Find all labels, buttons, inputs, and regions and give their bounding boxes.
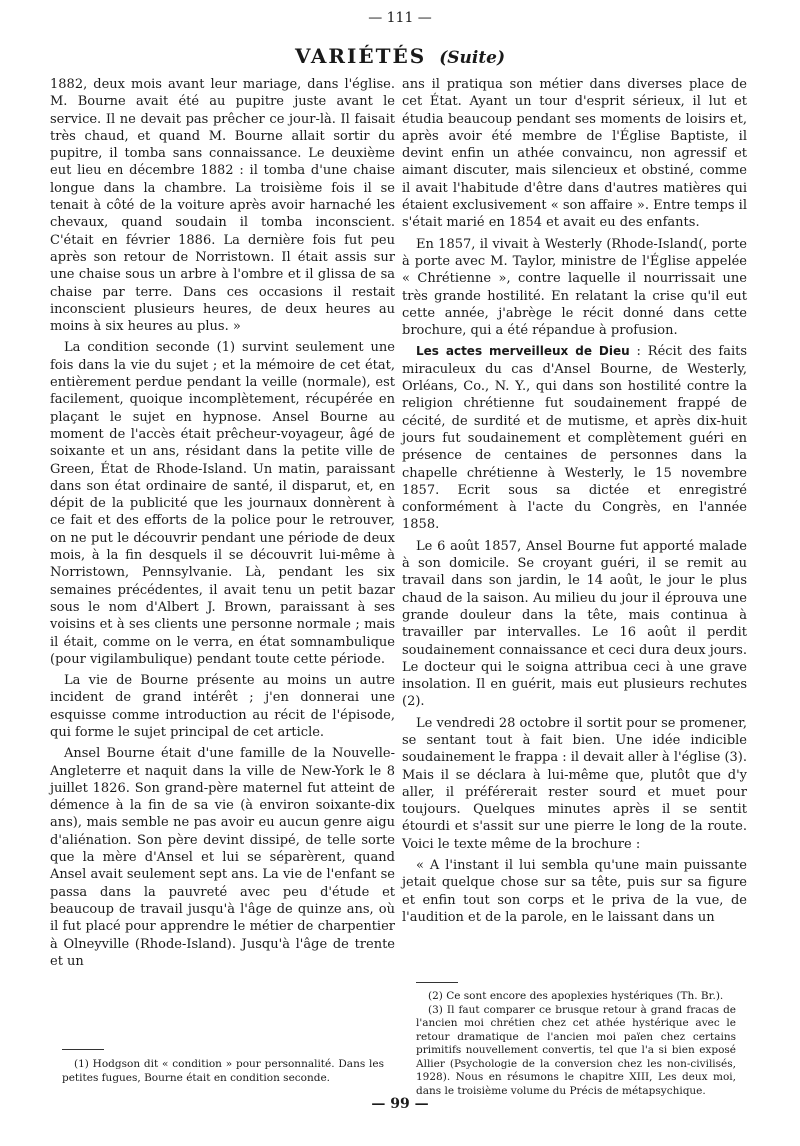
page-title — [0, 44, 800, 68]
footnote: (1) Hodgson dit « condition » pour personnalité. Dans les petites fugues, Bourne était en condition seconde. — [62, 1058, 384, 1084]
footnotes-left — [62, 1058, 384, 1085]
title-suffix: (Suite) — [439, 48, 506, 68]
left-column — [50, 76, 395, 970]
left-paragraph: La condition seconde (1) survint seulement une fois dans la vie du sujet ; et la mémoire de cet état, entièrement perdue pendant la veille (normale), est facilement, quoique incomplètement, récupérée en plaçant le sujet en hypnose. Ansel Bourne au moment de l'accès était prêcheur-voyageur, âgé de soixante et un ans, résidant dans la petite ville de Green, État de Rhode-Island. Un matin, paraissant dans son état ordinaire de santé, il disparut, et, en dépit de la publicité que les journaux donnèrent à ce fait et des efforts de la police pour le retrouver, on ne put le découvrir pendant une période de deux mois, à la fin desquels il se découvrit lui-même à Norristown, Pennsylvanie. Là, pendant les six semaines précédentes, il avait tenu un petit bazar sous le nom d'Albert J. Brown, paraissant à ses voisins et à ses clients une personne normale ; mais il était, comme on le verra, en état somnambulique (pour vigilambulique) pendant toute cette période. — [50, 340, 395, 667]
footnotes-right — [416, 990, 736, 1098]
actes-title: Les actes merveilleux de Dieu — [416, 344, 630, 359]
bottom-page-number: — 99 — — [371, 1096, 429, 1112]
right-paragraph: ans il pratiqua son métier dans diverses place de cet État. Ayant un tour d'esprit sérieux, il lut et étudia beaucoup pendant ses moments de loisirs et, après avoir été membre de l'Église Baptiste, il devint enfin un athée convaincu, non agressif et aimant discuter, mais silencieux et obstiné, comme il avait l'habitude d'être dans d'autres matières qui étaient exclusivement « son affaire ». Entre temps il s'était marié en 1854 et avait eu des enfants. — [402, 77, 747, 231]
actes-body: : Récit des faits miraculeux du cas d'Ansel Bourne, de Westerly, Orléans, Co., N. Y., qui dans son hostilité contre la religion chrétienne fut soudainement frappé de cécité, de surdité et de mutisme, et après dix-huit jours fut soudainement et complètement guéri en présence de centaines de personnes dans la chapelle chrétienne à Westerly, le 15 novembre 1857. Ecrit sous sa dictée et enregistré conformément à l'acte du Congrès, en l'année 1858. — [402, 344, 747, 533]
footnote-rule-left — [62, 1049, 104, 1050]
left-paragraph: 1882, deux mois avant leur mariage, dans l'église. M. Bourne avait été au pupitre juste avant le service. Il ne devait pas prêcher ce jour-là. Il faisait très chaud, et quand M. Bourne allait sortir du pupitre, il tomba sans connaissance. Le deuxième eut lieu en décembre 1882 : il tomba d'une chaise longue dans la chambre. La troisième fois il se tenait à côté de la voiture après avoir harnaché les chevaux, quand soudain il tomba inconscient. C'était en février 1886. La dernière fois fut peu après son retour de Norristown. Il était assis sur une chaise sous un arbre à l'ombre et il glissa de sa chaise par terre. Dans ces occasions il restait inconscient plusieurs heures, de deux heures au moins à six heures au plus. » — [50, 77, 395, 335]
left-paragraph: La vie de Bourne présente au moins un autre incident de grand intérêt ; j'en donnerai une esquisse comme introduction au récit de l'épisode, qui forme le sujet principal de cet article. — [50, 673, 395, 740]
footnote-rule-right — [416, 982, 458, 983]
footnote: (2) Ce sont encore des apoplexies hystériques (Th. Br.). — [428, 990, 724, 1002]
right-paragraph: Le vendredi 28 octobre il sortit pour se promener, se sentant tout à fait bien. Une idée indicible soudainement le frappa : il devait aller à l'église (3). Mais il se déclara à lui-même que, plutôt que d'y aller, il préférerait rester sourd et muet pour toujours. Quelques minutes après il se sentit étourdi et s'assit sur une pierre le long de la route. Voici le texte même de la brochure : — [402, 715, 747, 852]
title-text: VARIÉTÉS — [294, 44, 427, 68]
right-column — [402, 76, 747, 926]
footnote: (3) Il faut comparer ce brusque retour à grand fracas de l'ancien moi chrétien chez cet athée hystérique avec le retour dramatique de l'ancien moi païen chez certains primitifs nouvellement convertis, tel que l'a si bien exposé Allier (Psychologie de la conversion chez les non-civilisés, 1928). Nous en résumons le chapitre XIII, Les deux moi, dans le troisième volume du Précis de métapsychique. — [416, 1003, 736, 1097]
top-page-number: — 111 — — [368, 10, 432, 26]
right-paragraph-actes — [402, 343, 747, 533]
right-paragraph: En 1857, il vivait à Westerly (Rhode-Island(, porte à porte avec M. Taylor, ministre de l'Église appelée « Chrétienne », contre laquelle il nourrissait une très grande hostilité. En relatant la crise qu'il eut cette année, j'abrège le récit donné dans cette brochure, qui a été répandue à profusion. — [402, 236, 747, 339]
right-paragraph: « A l'instant il lui sembla qu'une main puissante jetait quelque chose sur sa tête, puis sur sa figure et enfin tout son corps et le priva de la vue, de l'audition et de la parole, en le laissant dans un — [402, 858, 747, 925]
left-paragraph: Ansel Bourne était d'une famille de la Nouvelle-Angleterre et naquit dans la ville de New-York le 8 juillet 1826. Son grand-père maternel fut atteint de démence à la fin de sa vie (à environ soixante-dix ans), mais semble ne pas avoir eu aucun genre aigu d'aliénation. Son père devint dissipé, de telle sorte que la mère d'Ansel et lui se séparèrent, quand Ansel avait seulement sept ans. La vie de l'enfant se passa dans la pauvreté avec peu d'étude et beaucoup de travail jusqu'à l'âge de quinze ans, où il fut placé pour apprendre le métier de charpentier à Olneyville (Rhode-Island). Jusqu'à l'âge de trente et un — [50, 746, 395, 969]
right-paragraph: Le 6 août 1857, Ansel Bourne fut apporté malade à son domicile. Se croyant guéri, il se remit au travail dans son jardin, le 14 août, le jour le plus chaud de la saison. Au milieu du jour il éprouva une grande douleur dans la tête, mais continua à travailler par intervalles. Le 16 août il perdit soudainement connaissance et ceci dura deux jours. Le docteur qui le soigna attribua ceci à une grave insolation. Il en guérit, mais eut plusieurs rechutes (2). — [402, 538, 747, 710]
